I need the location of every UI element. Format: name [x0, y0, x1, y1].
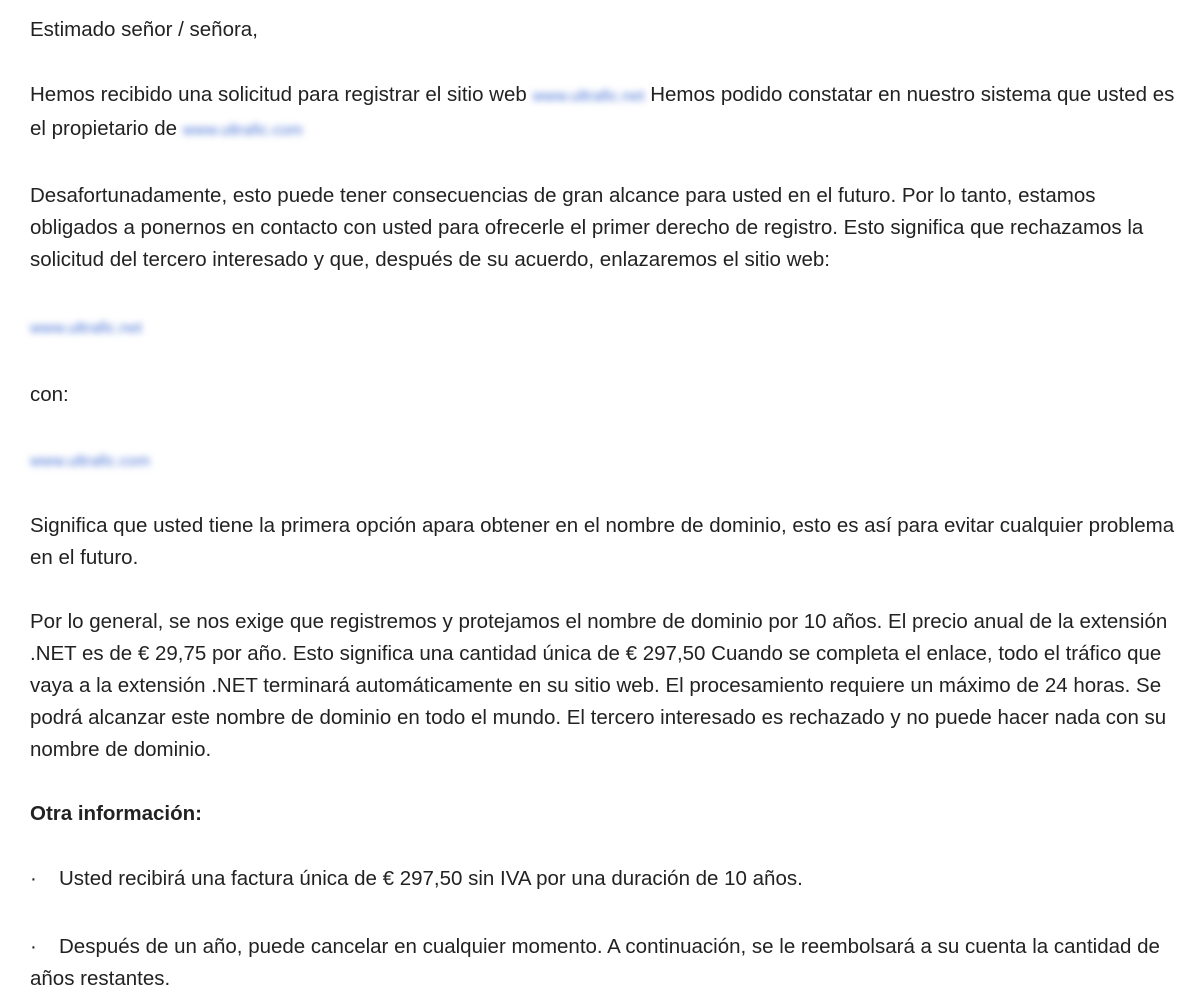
bullet-item	[30, 863, 1184, 895]
intro-text-2: Hemos podido constatar en nuestro sistema que usted es el propietario de	[30, 83, 1175, 140]
link-net-line	[30, 311, 1184, 345]
blurred-link-net-standalone[interactable]: www.ultrafic.net	[30, 320, 143, 337]
bullet-text: Usted recibirá una factura única de € 297,50 sin IVA por una duración de 10 años.	[59, 867, 803, 890]
option-paragraph: Significa que usted tiene la primera opción apara obtener en el nombre de dominio, esto es así para evitar cualquier problema en el futuro.	[30, 514, 1175, 569]
consequence-paragraph: Desafortunadamente, esto puede tener consecuencias de gran alcance para usted en el futuro. Por lo tanto, estamos obligados a ponernos en contacto con usted para ofrecerle el primer derecho de registro. Esto significa que rechazamos la solicitud del tercero interesado y que, después de su acuerdo, enlazaremos el sitio web:	[30, 184, 1144, 271]
other-info-heading: Otra información:	[30, 802, 202, 825]
intro-paragraph	[30, 79, 1184, 147]
blurred-link-net[interactable]: www.ultrafic.net	[532, 88, 645, 105]
bullet-dot: ·	[30, 935, 37, 958]
bullet-dot: ·	[30, 867, 37, 890]
intro-text-1: Hemos recibido una solicitud para registrar el sitio web	[30, 83, 533, 106]
bullet-item	[30, 931, 1184, 995]
greeting: Estimado señor / señora,	[30, 18, 258, 41]
bullet-text: Después de un año, puede cancelar en cualquier momento. A continuación, se le reembolsará a su cuenta la cantidad de años restantes.	[30, 935, 1160, 990]
link-com-line	[30, 444, 1184, 478]
price-paragraph: Por lo general, se nos exige que registremos y protejamos el nombre de dominio por 10 años. El precio anual de la extensión .NET es de € 29,75 por año. Esto significa una cantidad única de € 297,50 Cuando se completa el enlace, todo el tráfico que vaya a la extensión .NET terminará automáticamente en su sitio web. El procesamiento requiere un máximo de 24 horas. Se podrá alcanzar este nombre de dominio en todo el mundo. El tercero interesado es rechazado y no puede hacer nada con su nombre de dominio.	[30, 610, 1168, 761]
con-label: con:	[30, 383, 69, 406]
blurred-link-com[interactable]: www.ultrafic.com	[182, 122, 303, 139]
blurred-link-com-standalone[interactable]: www.ultrafic.com	[30, 453, 151, 470]
